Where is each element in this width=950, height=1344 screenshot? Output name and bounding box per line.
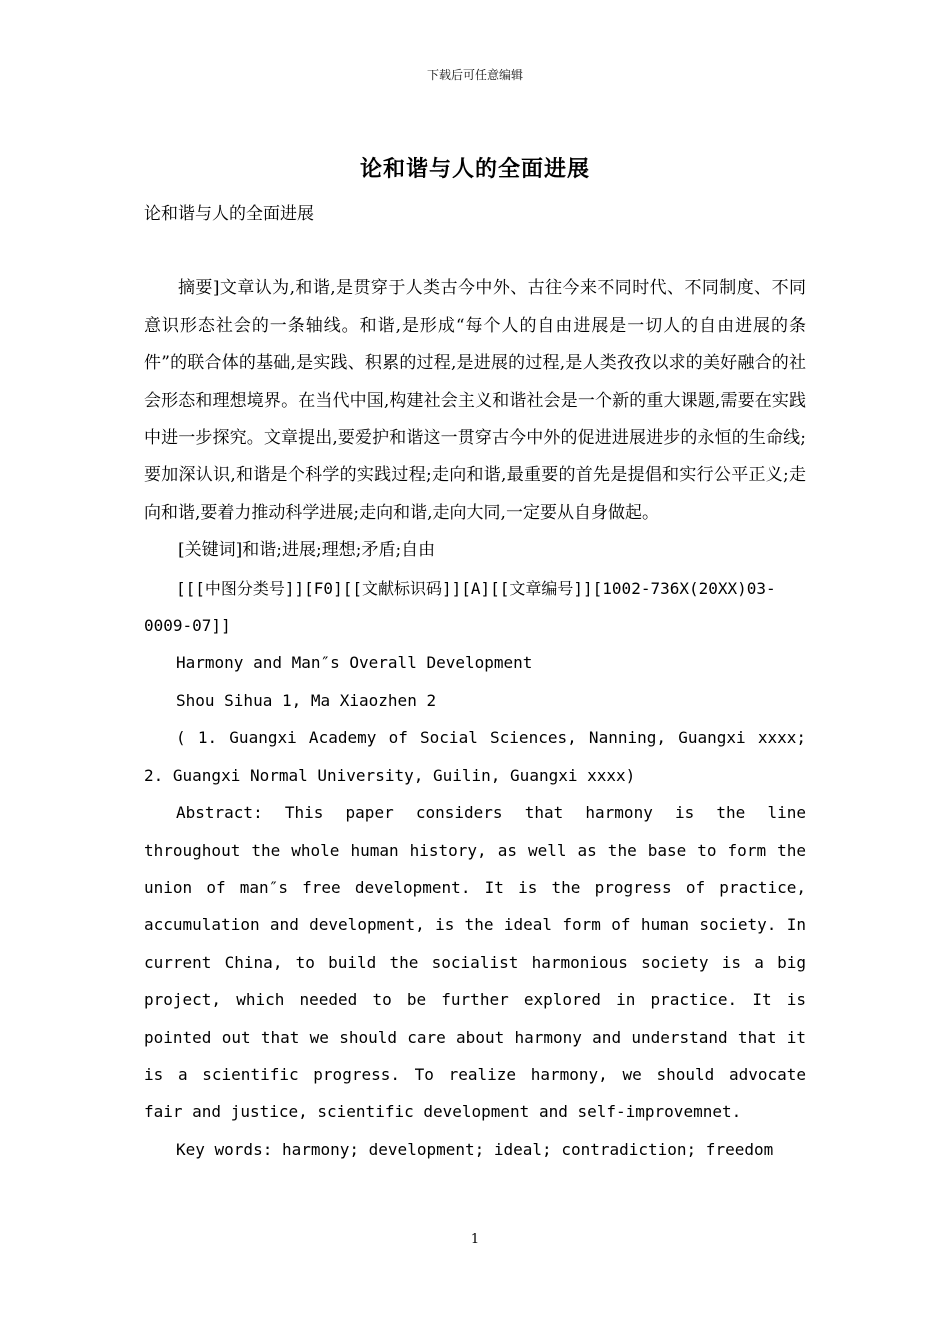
english-affiliations: ( 1. Guangxi Academy of Social Sciences, Nanning, Guangxi xxxx; 2. Guangxi Normal University, Guilin, Guangxi xxxx): [144, 728, 806, 785]
document-title: 论和谐与人的全面进展: [359, 156, 590, 182]
document-body: [144, 196, 806, 1168]
abstract-cn: 摘要]文章认为,和谐,是贯穿于人类古今中外、古往今来不同时代、不同制度、不同意识形态社会的一条轴线。和谐,是形成“每个人的自由进展是一切人的自由进展的条件”的联合体的基础,是实践、积累的过程,是进展的过程,是人类孜孜以求的美好融合的社会形态和理想境界。在当代中国,构建社会主义和谐社会是一个新的重大课题,需要在实践中进一步探究。文章提出,要爱护和谐这一贯穿古今中外的促进进展进步的永恒的生命线;要加深认识,和谐是个科学的实践过程;走向和谐,最重要的首先是提倡和实行公平正义;走向和谐,要着力推动科学进展;走向和谐,走向大同,一定要从自身做起。: [144, 278, 806, 523]
page-number: 1: [470, 1232, 480, 1247]
english-title: Harmony and Man″s Overall Development: [176, 653, 533, 673]
classification-line: [[[中图分类号]][F0][[文献标识码]][A][[文章编号]][1002-736X(20XX)03-0009-07]]: [144, 578, 776, 636]
page-header: 下载后可任意编辑: [426, 68, 523, 82]
english-keywords: Key words: harmony; development; ideal; contradiction; freedom: [176, 1139, 774, 1159]
document-subtitle: 论和谐与人的全面进展: [144, 204, 314, 224]
english-abstract: Abstract: This paper considers that harmony is the line throughout the whole human history, as well as the base to form the union of man″s free development. It is the progress of practice, accumulation and development, is the ideal form of human society. In current China, to build the socialist harmonious society is a big project, which needed to be further explored in practice. It is pointed out that we should care about harmony and understand that it is a scientific progress. To realize harmony, we should advocate fair and justice, scientific development and self-improvemnet.: [144, 803, 806, 1122]
paragraph-spacer: [144, 233, 806, 270]
keywords-cn: [关键词]和谐;进展;理想;矛盾;自由: [178, 540, 436, 561]
english-authors: Shou Sihua 1, Ma Xiaozhen 2: [176, 690, 437, 710]
